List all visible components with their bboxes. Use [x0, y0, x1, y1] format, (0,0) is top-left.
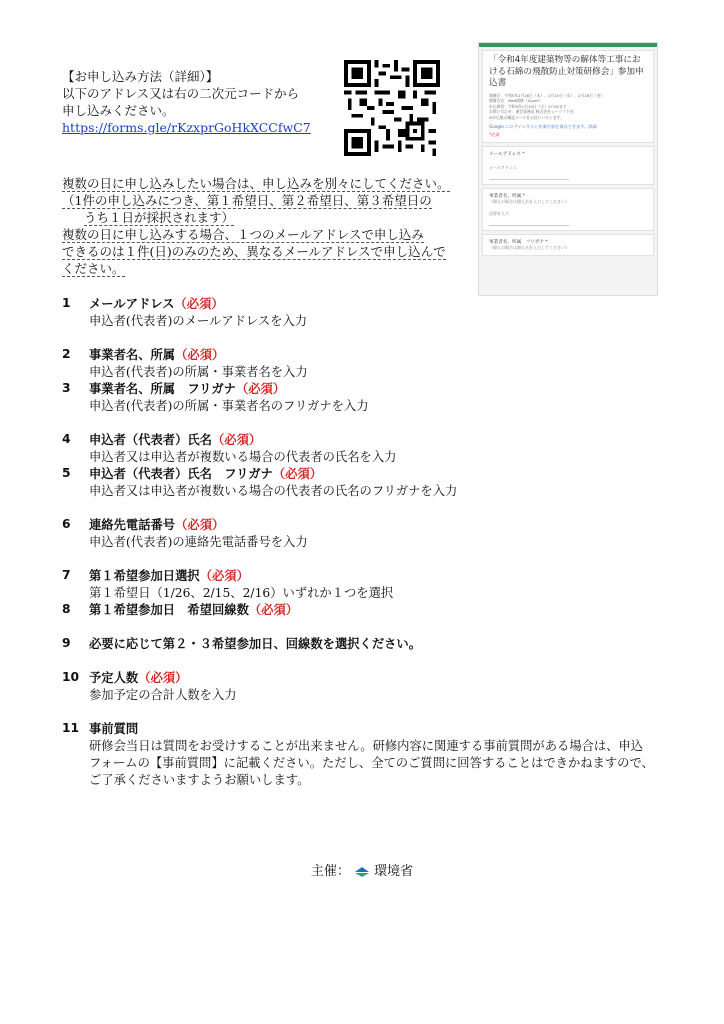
- required-label: （必須）: [272, 467, 323, 481]
- host-name: 環境省: [374, 864, 414, 879]
- field-label: メールアドレス *: [489, 152, 525, 158]
- form-accent-bar: [479, 43, 657, 47]
- required-label: （必須）: [248, 603, 299, 617]
- form-field-company-kana[interactable]: [482, 234, 654, 256]
- required-label: （必須）: [199, 569, 249, 583]
- required-label: （必須）: [174, 297, 224, 311]
- required-label: （必須）: [235, 382, 286, 396]
- note-line-3: うち１日が採択されます）: [84, 210, 235, 225]
- host-label: 主催：: [310, 864, 350, 879]
- required-label: （必須）: [175, 348, 225, 362]
- field-label: 事業者名、所属 *: [489, 194, 525, 200]
- form-field-company[interactable]: [482, 188, 654, 231]
- list-item: 2 事業者名、所属（必須） 申込者(代表者)の所属・事業者名を入力: [62, 347, 308, 379]
- required-note: *必須: [489, 132, 500, 138]
- list-item: 8 第１希望参加日 希望回線数（必須）: [62, 602, 299, 617]
- list-item: 1 メールアドレス（必須） 申込者(代表者)のメールアドレスを入力: [62, 296, 308, 328]
- list-item: 11 事前質問 研修会当日は質問をお受けすることが出来ません。研修内容に関連する事前質問がある場合は、申込 フォームの【事前質問】に記載ください。ただし、全てのご質問に回答することはできかねますので、 ご了承くださいますようお願いします。: [62, 721, 654, 787]
- required-label: （必須）: [138, 671, 188, 685]
- list-item: 6 連絡先電話番号（必須） 申込者(代表者)の連絡先電話番号を入力: [62, 517, 308, 549]
- form-field-email[interactable]: [482, 146, 654, 185]
- application-method: [62, 68, 311, 136]
- field-sub: （個人の場合は個人名を入力してください）: [489, 245, 569, 251]
- form-items-list: [62, 296, 654, 789]
- intro-line-2: 申し込みください。: [62, 103, 175, 118]
- company-input[interactable]: 回答を入力: [489, 211, 509, 217]
- note-line-6: ください。: [62, 261, 125, 276]
- email-input[interactable]: メールアドレス: [489, 165, 517, 171]
- list-item: 10 予定人数（必須） 参加予定の合計人数を入力: [62, 670, 237, 702]
- intro-line-1: 以下のアドレス又は右の二次元コードから: [62, 86, 300, 101]
- qr-code: [344, 60, 440, 156]
- note-line-2: （1件の申し込みにつき、第１希望日、第２希望日、第３希望日の: [62, 193, 432, 208]
- multi-day-note: [62, 175, 450, 277]
- note-line-4: 複数の日に申し込みする場合、１つのメールアドレスで申し込み: [62, 227, 424, 242]
- field-sub: （個人の場合は個人名を入力してください）: [489, 199, 569, 205]
- field-label: 事業者名、所属 フリガナ *: [489, 240, 548, 246]
- input-underline: [489, 179, 569, 180]
- intro-heading: 【お申し込み方法（詳細）】: [62, 69, 219, 84]
- note-line-1: 複数の日に申し込みしたい場合は、申し込みを別々にしてください。: [62, 176, 450, 191]
- input-underline: [489, 225, 569, 226]
- form-header-card: [482, 50, 654, 143]
- form-title: 「令和4年度建築物等の解体等工事における石綿の飛散防止対策研修会」参加申込書: [489, 55, 644, 88]
- host-footer: [0, 860, 724, 879]
- form-description: 開催日：令和5年1月26日（木）、2月15日（水）、2月16日（金） 開催方法：Web開催（Zoom） 申込締切：令和5年1月19日（火）17:00まで お問い合わせ：運営事務局 株式会社シーソフト内 ※申込後は確認メールをお送りいたします。: [489, 92, 605, 120]
- form-url-link[interactable]: https://forms.gle/rKzxprGoHkXCCfwC7: [62, 120, 311, 135]
- form-preview-screenshot: [478, 42, 658, 296]
- list-item: 3 事業者名、所属 フリガナ（必須） 申込者(代表者)の所属・事業者名のフリガナを入力: [62, 381, 369, 413]
- list-item: 5 申込者（代表者）氏名 フリガナ（必須） 申込者又は申込者が複数いる場合の代表者の氏名のフリガナを入力: [62, 466, 458, 498]
- google-login-note[interactable]: Google にログインすると作業内容を保存できます。詳細: [489, 124, 597, 130]
- ministry-logo-icon: [354, 866, 370, 878]
- list-item: 7 第１希望参加日選択（必須） 第１希望日（1/26、2/15、2/16）いずれか１つを選択: [62, 568, 394, 600]
- list-item: 9 必要に応じて第２・３希望参加日、回線数を選択ください。: [62, 636, 422, 651]
- required-label: （必須）: [175, 518, 225, 532]
- note-line-5: できるのは１件(日)のみのため、異なるメールアドレスで申し込んで: [62, 244, 446, 259]
- list-item: 4 申込者（代表者）氏名（必須） 申込者又は申込者が複数いる場合の代表者の氏名を入力: [62, 432, 397, 464]
- required-label: （必須）: [211, 433, 262, 447]
